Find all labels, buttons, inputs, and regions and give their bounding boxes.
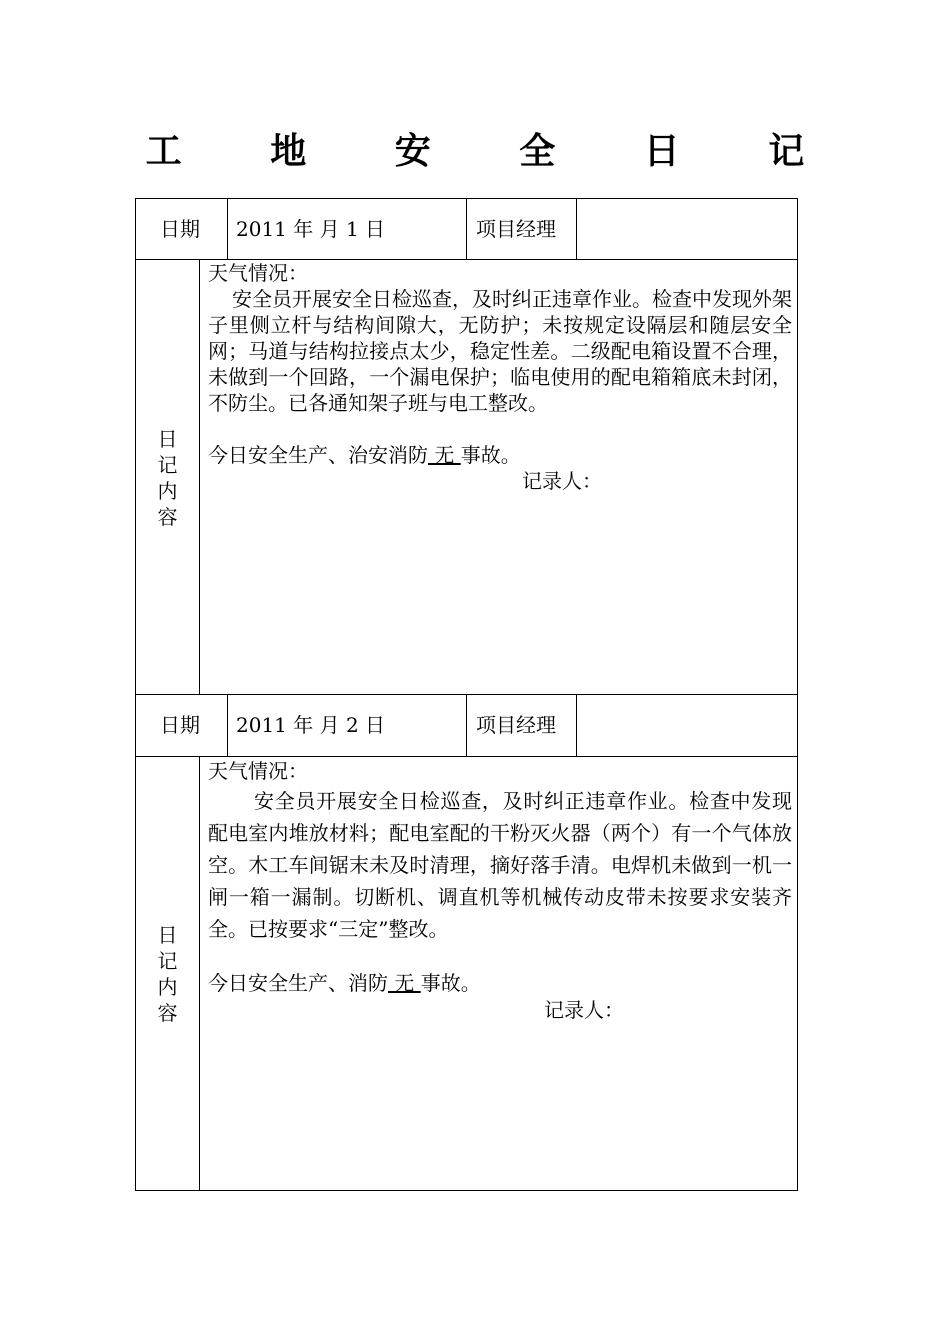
diary-body: 安全员开展安全日检巡查，及时纠正违章作业。检查中发现配电室内堆放材料；配电室配的干粉灭火器（两个）有一个气体放空。木工车间锯末未及时清理，摘好落手清。电焊机未做到一机一闸一箱一漏制。切断机、调直机等机械传动皮带未按要求安装齐全。已按要求“三定”整改。 — [208, 789, 792, 941]
label-char: 日 — [157, 923, 178, 947]
col-divider — [576, 694, 577, 757]
summary-line — [208, 442, 792, 468]
manager-label: 项目经理 — [476, 713, 556, 737]
col-divider — [466, 198, 467, 260]
date-value: 2011 年 月 2 日 — [236, 713, 386, 737]
diary-content — [208, 757, 792, 1023]
col-divider — [227, 694, 228, 757]
summary-value: 无 — [388, 971, 421, 995]
date-value: 2011 年 月 1 日 — [236, 217, 386, 241]
weather-line: 天气情况： — [208, 261, 308, 285]
page-title: 工 地 安 全 日 记 — [145, 131, 843, 172]
diary-content-label — [136, 922, 199, 1026]
label-char: 内 — [157, 975, 178, 999]
col-divider — [466, 694, 467, 757]
summary-suffix: 事故。 — [420, 971, 481, 995]
label-char: 容 — [157, 505, 178, 529]
summary-value: 无 — [428, 443, 461, 467]
label-char: 日 — [157, 427, 178, 451]
diary-content-label — [136, 426, 199, 530]
label-char: 容 — [157, 1001, 178, 1025]
summary-prefix: 今日安全生产、消防 — [208, 971, 388, 995]
col-divider — [199, 756, 200, 1191]
label-char: 内 — [157, 479, 178, 503]
diary-content — [208, 260, 792, 494]
label-char: 记 — [157, 453, 178, 477]
recorder-line: 记录人： — [544, 998, 624, 1022]
col-divider — [199, 259, 200, 695]
diary-body: 安全员开展安全日检巡查，及时纠正违章作业。检查中发现外架子里侧立杆与结构间隙大，无防护；未按规定设隔层和随层安全网；马道与结构拉接点太少，稳定性差。二级配电箱设置不合理，未做到一个回路，一个漏电保护；临电使用的配电箱箱底未封闭，不防尘。已各通知架子班与电工整改。 — [208, 287, 792, 415]
summary-suffix: 事故。 — [460, 443, 521, 467]
date-label: 日期 — [160, 713, 200, 737]
date-label: 日期 — [160, 217, 200, 241]
summary-prefix: 今日安全生产、治安消防 — [208, 443, 428, 467]
col-divider — [227, 198, 228, 260]
weather-line: 天气情况： — [208, 759, 308, 783]
summary-line — [208, 969, 792, 997]
manager-label: 项目经理 — [476, 217, 556, 241]
label-char: 记 — [157, 949, 178, 973]
recorder-line: 记录人： — [522, 469, 602, 493]
col-divider — [576, 198, 577, 260]
